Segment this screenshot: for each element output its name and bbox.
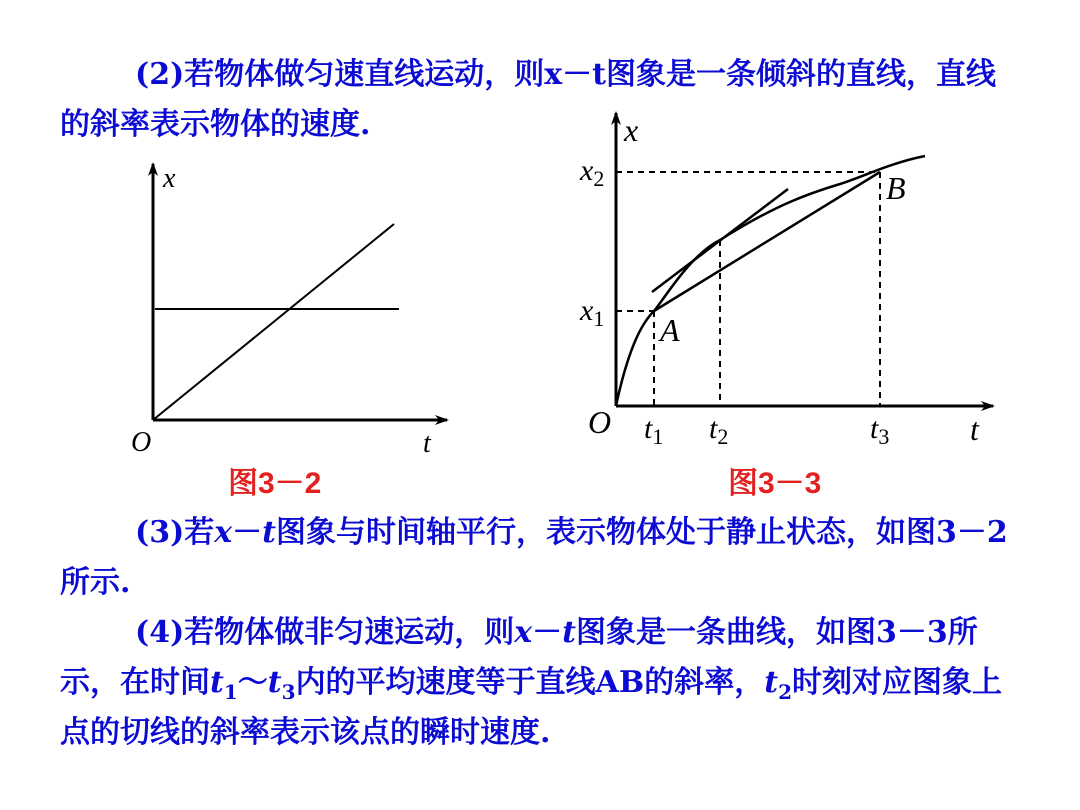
p4-tilde: ～ bbox=[237, 665, 268, 700]
p3-t: t bbox=[262, 515, 277, 550]
fig3-x2-label: $x_2$ bbox=[580, 154, 605, 191]
p4-t3-sub: 3 bbox=[281, 680, 296, 704]
paragraph-3 bbox=[60, 508, 1025, 608]
fig2-x-label: x bbox=[163, 163, 176, 194]
p4-t: t bbox=[562, 615, 577, 650]
p4-text-a: (4)若物体做非匀速运动，则 bbox=[135, 615, 515, 650]
caption-figure-3-2: 图3－2 bbox=[228, 467, 322, 500]
fig2-t-label: t bbox=[423, 428, 431, 459]
p4-t2-sub: 2 bbox=[778, 680, 792, 704]
p4-t2: t bbox=[764, 665, 779, 700]
fig3-x1-label: $x_1$ bbox=[580, 294, 605, 331]
fig3-point-a: A bbox=[660, 312, 680, 348]
fig3-origin-label: O bbox=[588, 404, 612, 440]
fig3-t3-label: $t_3$ bbox=[870, 412, 890, 449]
paragraph-2-text: (2)若物体做匀速直线运动，则x－t图象是一条倾斜的直线，直线的斜率表示物体的速度. bbox=[60, 57, 997, 142]
fig3-chord-ab bbox=[654, 172, 880, 311]
fig3-t-label: t bbox=[970, 411, 979, 447]
p4-text-d: 时刻对应图象上点的切线的斜率表示该点的瞬时速度. bbox=[60, 665, 1002, 750]
paragraph-4 bbox=[60, 608, 1025, 758]
fig3-x-label: x bbox=[624, 112, 639, 148]
p4-text-b: 图象是一条曲线，如图3－3所示，在时间 bbox=[60, 615, 978, 700]
fig2-sloped-line bbox=[153, 224, 394, 420]
p3-x: x bbox=[214, 515, 233, 550]
fig3-t1-label: $t_1$ bbox=[644, 412, 664, 449]
figure-3-3 bbox=[579, 112, 993, 449]
fig3-point-b: B bbox=[886, 170, 906, 206]
p4-dash: － bbox=[532, 615, 563, 650]
p3-text-b: 图象与时间轴平行，表示物体处于静止状态，如图3－2所示. bbox=[60, 515, 1008, 600]
p3-dash: － bbox=[232, 515, 263, 550]
fig3-curve bbox=[616, 156, 925, 406]
fig2-origin-label: O bbox=[131, 427, 152, 458]
figure-3-2 bbox=[131, 163, 447, 459]
p4-t1-sub: 1 bbox=[223, 680, 238, 704]
p4-t1: t bbox=[210, 665, 224, 700]
p3-text-a: (3)若 bbox=[135, 515, 215, 550]
p4-text-c: 内的平均速度等于直线AB的斜率， bbox=[295, 665, 765, 700]
p4-t3: t bbox=[267, 665, 282, 700]
p4-x: x bbox=[514, 615, 533, 650]
fig3-t2-label: $t_2$ bbox=[709, 412, 729, 449]
caption-figure-3-3: 图3－3 bbox=[728, 467, 822, 500]
